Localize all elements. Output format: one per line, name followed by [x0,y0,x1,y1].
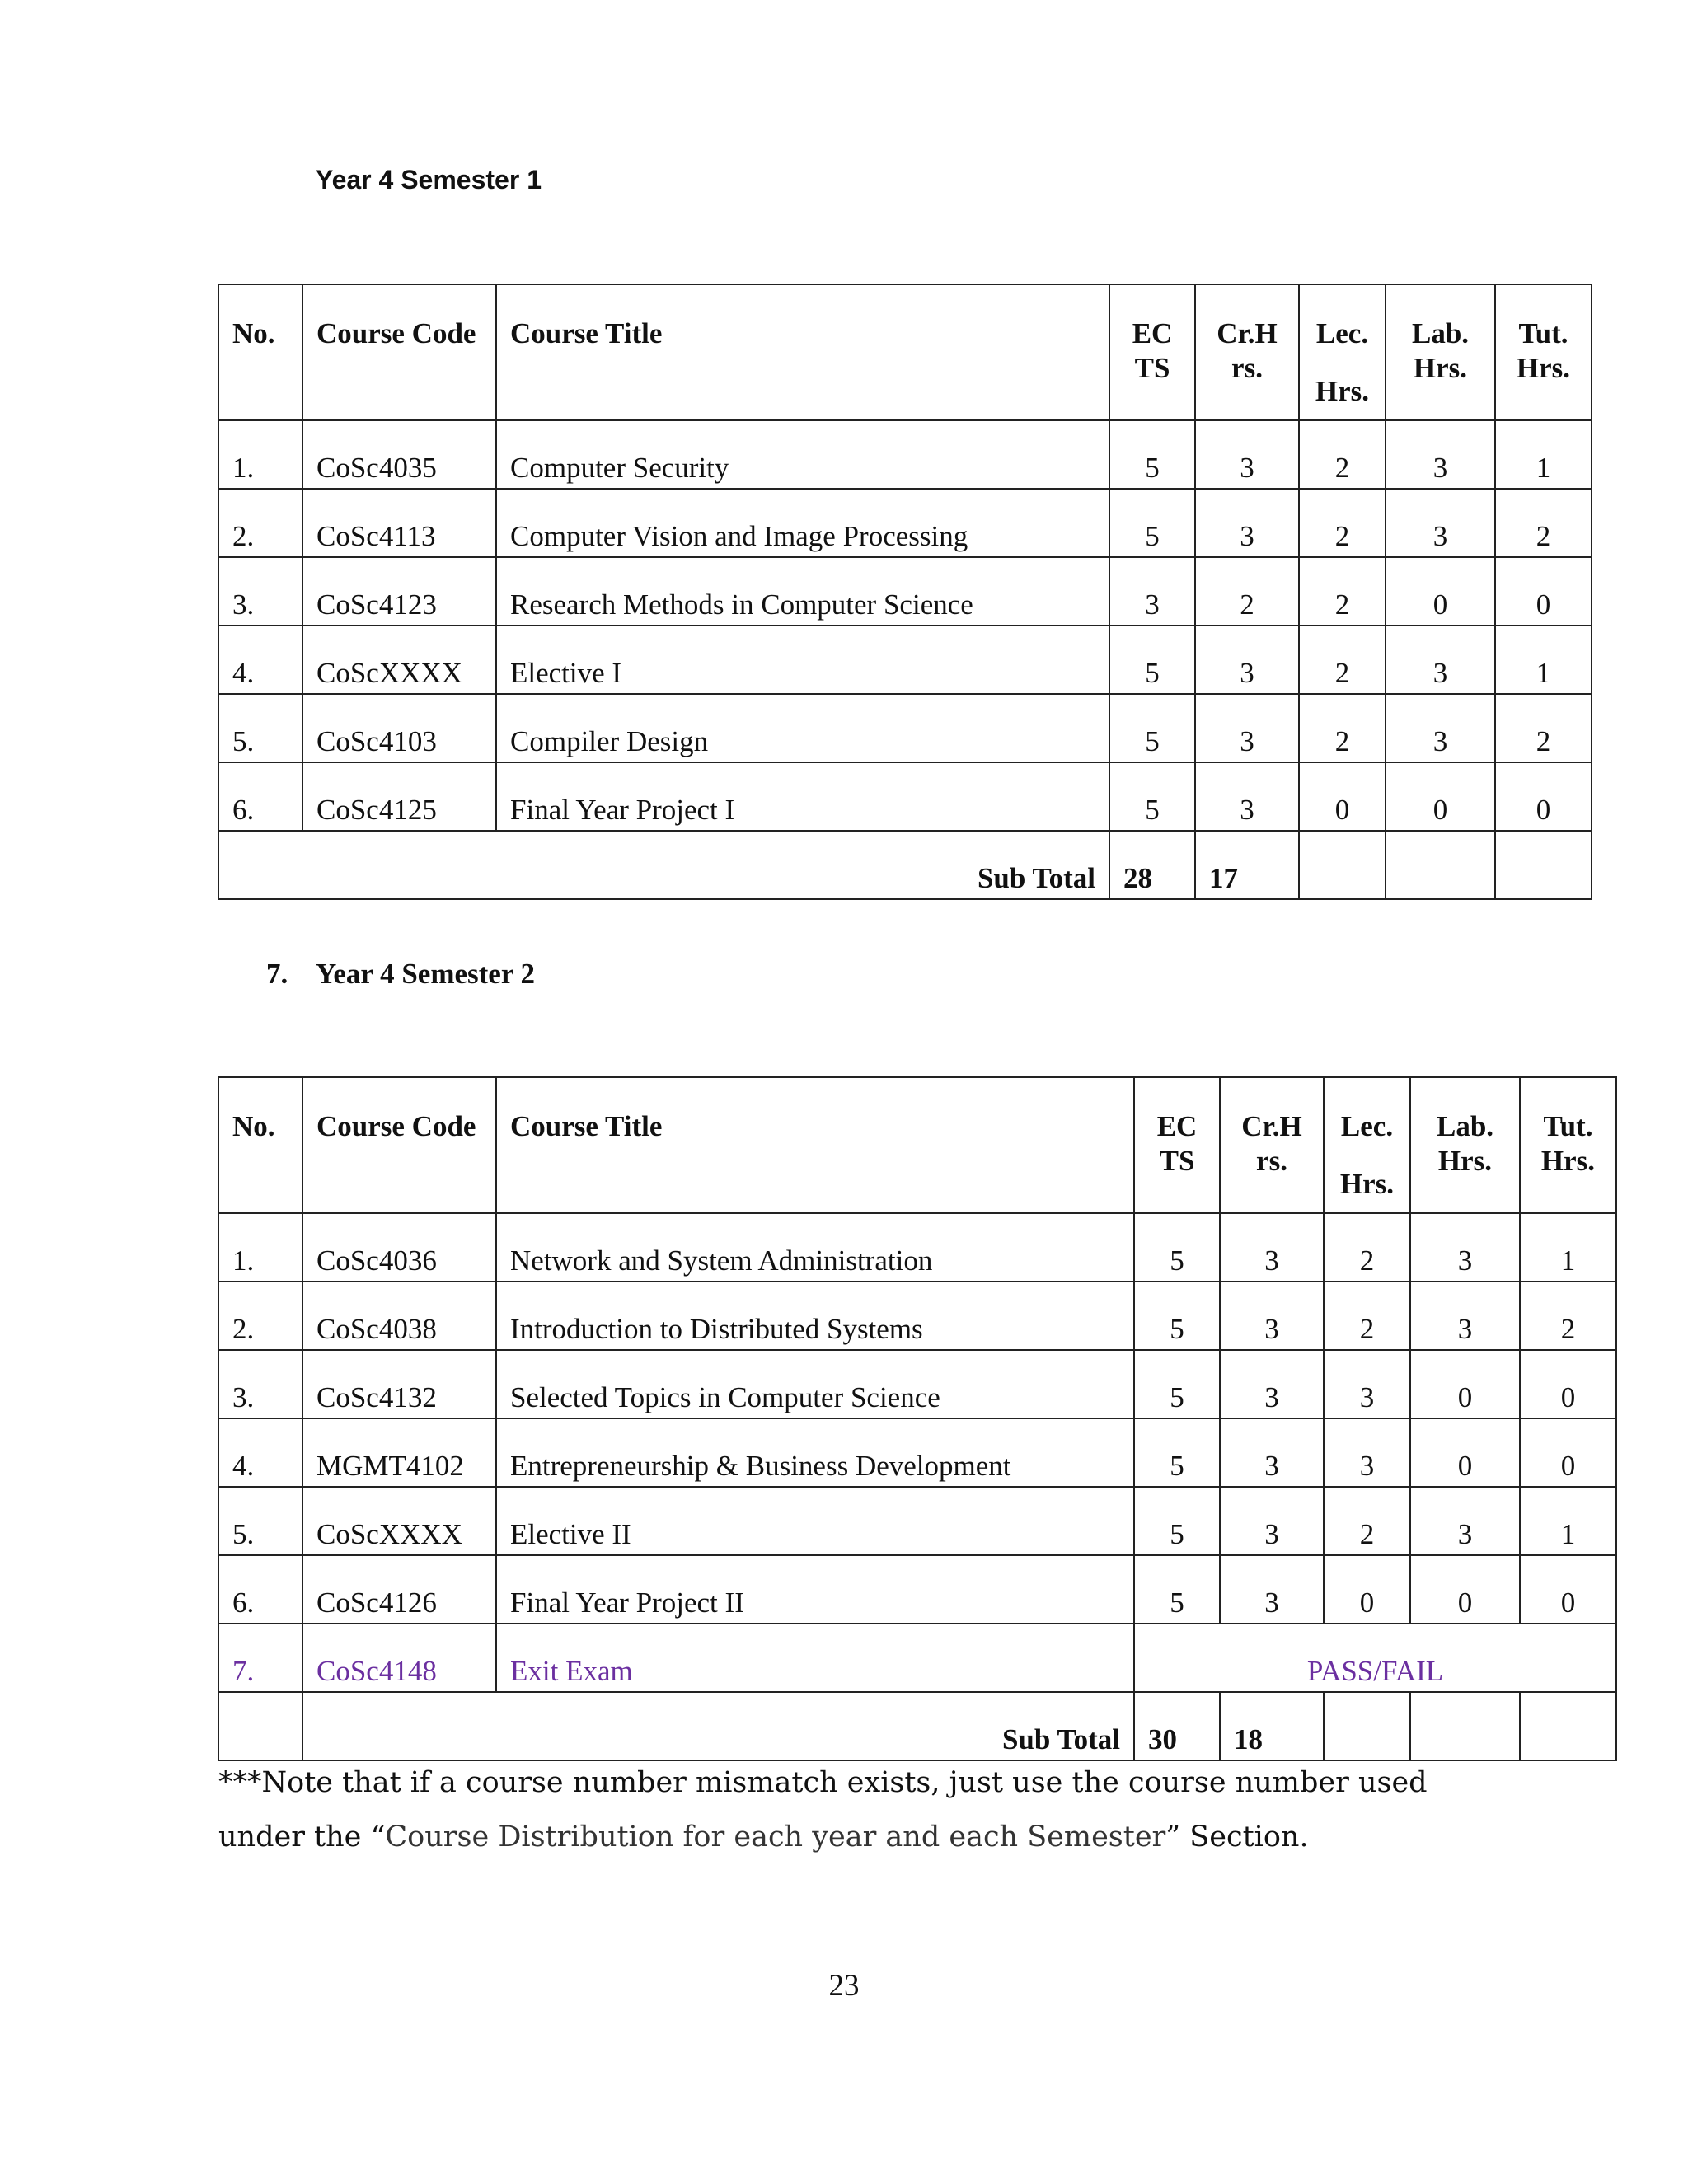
subtotal-row [218,831,1592,899]
row-course-code: CoSc4132 [302,1350,496,1418]
note-text-end: ” Section. [1165,1821,1309,1854]
table-row [218,1350,1616,1418]
row-course-title: Research Methods in Computer Science [496,557,1109,626]
row-no: 2. [218,489,302,557]
row-lec-hrs: 0 [1324,1555,1410,1624]
row-cr-hrs: 3 [1220,1282,1324,1350]
row-ects: 5 [1109,420,1195,489]
row-course-title: Final Year Project I [496,762,1109,831]
exit-exam-row [218,1624,1616,1692]
note-section-name: Course Distribution for each year and each Semester [385,1821,1166,1854]
row-course-title: Introduction to Distributed Systems [496,1282,1134,1350]
table-header-row [218,284,1592,420]
header-course-code: Course Code [302,1077,496,1213]
row-cr-hrs: 3 [1195,626,1299,694]
row-ects: 5 [1134,1555,1220,1624]
semester2-heading [266,958,535,991]
header-lec-hrs-label: Hrs. [1339,1168,1395,1200]
row-ects: 5 [1134,1350,1220,1418]
row-lec-hrs: 2 [1299,420,1386,489]
exit-row-result: PASS/FAIL [1134,1624,1616,1692]
subtotal-lab-empty [1386,831,1495,899]
table-row [218,1213,1616,1282]
header-lab-hrs: Lab. Hrs. [1410,1077,1520,1213]
row-ects: 3 [1109,557,1195,626]
row-course-title: Computer Security [496,420,1109,489]
row-cr-hrs: 3 [1195,694,1299,762]
header-tut-hrs: Tut. Hrs. [1495,284,1592,420]
subtotal-tut-empty [1520,1692,1616,1760]
row-tut-hrs: 0 [1495,762,1592,831]
row-no: 5. [218,1487,302,1555]
table-row [218,694,1592,762]
row-lab-hrs: 0 [1386,762,1495,831]
row-course-code: CoSc4038 [302,1282,496,1350]
row-cr-hrs: 3 [1220,1555,1324,1624]
row-lab-hrs: 0 [1410,1350,1520,1418]
row-ects: 5 [1134,1213,1220,1282]
row-ects: 5 [1109,489,1195,557]
header-cr-hrs: Cr.H rs. [1220,1077,1324,1213]
subtotal-no-empty [218,1692,302,1760]
header-lec-hrs [1324,1077,1410,1213]
row-tut-hrs: 2 [1495,489,1592,557]
row-lec-hrs: 2 [1299,489,1386,557]
semester2-heading-number: 7. [266,958,288,990]
table-row [218,1418,1616,1487]
row-no: 5. [218,694,302,762]
row-lab-hrs: 3 [1386,420,1495,489]
row-no: 3. [218,1350,302,1418]
row-lab-hrs: 0 [1410,1418,1520,1487]
header-lec-hrs [1299,284,1386,420]
row-cr-hrs: 3 [1220,1350,1324,1418]
row-cr-hrs: 3 [1195,489,1299,557]
row-course-title: Network and System Administration [496,1213,1134,1282]
row-tut-hrs: 1 [1495,420,1592,489]
semester1-course-table [218,284,1592,900]
row-course-title: Elective I [496,626,1109,694]
row-course-code: CoScXXXX [302,1487,496,1555]
row-course-code: CoSc4123 [302,557,496,626]
semester2-heading-text: Year 4 Semester 2 [316,958,535,990]
row-course-code: CoSc4113 [302,489,496,557]
row-lec-hrs: 2 [1324,1213,1410,1282]
row-lec-hrs: 3 [1324,1418,1410,1487]
row-cr-hrs: 2 [1195,557,1299,626]
row-lec-hrs: 2 [1299,557,1386,626]
table-row [218,1487,1616,1555]
page-number: 23 [828,1969,860,2003]
row-lab-hrs: 0 [1410,1555,1520,1624]
header-lec-label: Lec. [1340,1110,1394,1142]
header-no: No. [218,284,302,420]
header-lec-label: Lec. [1315,317,1369,349]
header-ects: EC TS [1109,284,1195,420]
row-no: 3. [218,557,302,626]
subtotal-cr-hrs: 18 [1220,1692,1324,1760]
row-cr-hrs: 3 [1220,1418,1324,1487]
row-lab-hrs: 3 [1386,626,1495,694]
subtotal-cr-hrs: 17 [1195,831,1299,899]
row-lab-hrs: 0 [1386,557,1495,626]
row-lab-hrs: 3 [1410,1282,1520,1350]
subtotal-ects: 28 [1109,831,1195,899]
row-lec-hrs: 3 [1324,1350,1410,1418]
header-tut-hrs: Tut. Hrs. [1520,1077,1616,1213]
exit-row-title: Exit Exam [496,1624,1134,1692]
header-no: No. [218,1077,302,1213]
row-lec-hrs: 2 [1299,626,1386,694]
exit-row-no: 7. [218,1624,302,1692]
row-tut-hrs: 0 [1520,1350,1616,1418]
row-ects: 5 [1134,1487,1220,1555]
table-row [218,1282,1616,1350]
row-course-code: CoSc4035 [302,420,496,489]
table-row [218,762,1592,831]
subtotal-lab-empty [1410,1692,1520,1760]
table-row [218,420,1592,489]
subtotal-lec-empty [1324,1692,1410,1760]
subtotal-tut-empty [1495,831,1592,899]
row-no: 1. [218,1213,302,1282]
row-lec-hrs: 2 [1324,1282,1410,1350]
row-ects: 5 [1134,1418,1220,1487]
subtotal-ects: 30 [1134,1692,1220,1760]
row-no: 6. [218,1555,302,1624]
note-text-start: ***Note that if a course number mismatch exists, just use the course number used under the “ [218,1766,1428,1854]
table-header-row [218,1077,1616,1213]
row-course-code: CoSc4125 [302,762,496,831]
row-cr-hrs: 3 [1220,1213,1324,1282]
semester1-heading: Year 4 Semester 1 [316,165,542,194]
row-tut-hrs: 0 [1520,1418,1616,1487]
row-no: 2. [218,1282,302,1350]
row-no: 4. [218,1418,302,1487]
row-tut-hrs: 2 [1520,1282,1616,1350]
row-lec-hrs: 2 [1324,1487,1410,1555]
row-tut-hrs: 0 [1520,1555,1616,1624]
row-course-title: Selected Topics in Computer Science [496,1350,1134,1418]
header-ects: EC TS [1134,1077,1220,1213]
row-cr-hrs: 3 [1195,420,1299,489]
row-tut-hrs: 1 [1520,1213,1616,1282]
header-course-title: Course Title [496,284,1109,420]
row-tut-hrs: 1 [1495,626,1592,694]
table-row [218,1555,1616,1624]
row-cr-hrs: 3 [1195,762,1299,831]
row-course-code: MGMT4102 [302,1418,496,1487]
row-course-title: Elective II [496,1487,1134,1555]
row-course-title: Final Year Project II [496,1555,1134,1624]
row-lab-hrs: 3 [1410,1213,1520,1282]
row-course-code: CoSc4103 [302,694,496,762]
table-row [218,626,1592,694]
row-cr-hrs: 3 [1220,1487,1324,1555]
row-course-title: Computer Vision and Image Processing [496,489,1109,557]
header-lab-hrs: Lab. Hrs. [1386,284,1495,420]
row-course-code: CoScXXXX [302,626,496,694]
row-course-title: Entrepreneurship & Business Development [496,1418,1134,1487]
header-lec-hrs-label: Hrs. [1315,375,1370,407]
subtotal-label: Sub Total [218,831,1109,899]
header-course-title: Course Title [496,1077,1134,1213]
row-course-code: CoSc4126 [302,1555,496,1624]
row-course-title: Compiler Design [496,694,1109,762]
row-ects: 5 [1109,626,1195,694]
semester2-course-table [218,1076,1617,1761]
row-tut-hrs: 0 [1495,557,1592,626]
table-row [218,557,1592,626]
row-lab-hrs: 3 [1386,694,1495,762]
row-ects: 5 [1134,1282,1220,1350]
row-ects: 5 [1109,694,1195,762]
row-lec-hrs: 0 [1299,762,1386,831]
subtotal-lec-empty [1299,831,1386,899]
row-course-code: CoSc4036 [302,1213,496,1282]
header-cr-hrs: Cr.H rs. [1195,284,1299,420]
subtotal-row [218,1692,1616,1760]
subtotal-label: Sub Total [302,1692,1134,1760]
row-no: 1. [218,420,302,489]
row-no: 6. [218,762,302,831]
row-ects: 5 [1109,762,1195,831]
row-lec-hrs: 2 [1299,694,1386,762]
header-course-code: Course Code [302,284,496,420]
exit-row-code: CoSc4148 [302,1624,496,1692]
row-no: 4. [218,626,302,694]
row-lab-hrs: 3 [1386,489,1495,557]
table-row [218,489,1592,557]
row-tut-hrs: 1 [1520,1487,1616,1555]
row-tut-hrs: 2 [1495,694,1592,762]
course-number-note [218,1755,1504,1864]
row-lab-hrs: 3 [1410,1487,1520,1555]
